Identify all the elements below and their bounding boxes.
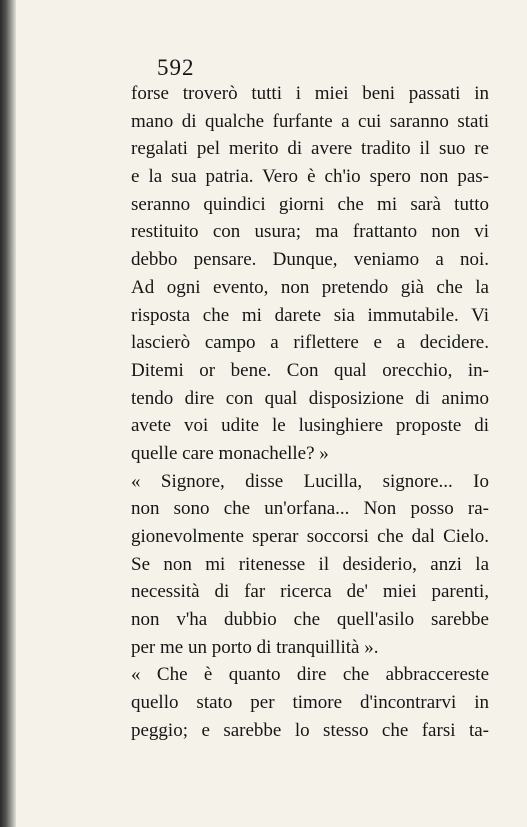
text-line-4: e la sua patria. Vero è ch'io spero non pas- [131, 166, 489, 188]
text-line-6: restituito con usura; ma frattanto non vi [131, 221, 489, 243]
text-line-8: Ad ogni evento, non pretendo già che la [131, 276, 489, 298]
text-line-3: regalati pel merito di avere tradito il suo re [131, 138, 489, 160]
text-line-10: lascierò campo a riflettere e a decidere. [131, 332, 489, 354]
text-line-12: tendo dire con qual disposizione di animo [131, 387, 489, 409]
text-line-23: quello stato per timore d'incontrarvi in [131, 692, 489, 714]
text-line-18: Se non mi ritenesse il desiderio, anzi la [131, 553, 489, 575]
binding-gutter [0, 0, 16, 827]
text-line-1: forse troverò tutti i miei beni passati in [131, 83, 489, 104]
text-line-13: avete voi udite le lusinghiere proposte di [131, 415, 489, 437]
text-line-2: mano di qualche furfante a cui saranno stati [131, 110, 489, 132]
text-line-20: non v'ha dubbio che quell'asilo sarebbe [131, 609, 489, 631]
text-line-15: « Signore, disse Lucilla, signore... Io [131, 470, 489, 492]
body-text [131, 80, 489, 745]
text-line-7: debbo pensare. Dunque, veniamo a noi. [131, 249, 489, 271]
text-line-21: per me un porto di tranquillità ». [131, 636, 379, 658]
text-line-9: risposta che mi darete sia immutabile. Vi [131, 304, 489, 326]
text-line-14: quelle care monachelle? » [131, 442, 329, 464]
page-number: 592 [157, 55, 195, 80]
text-line-17: gionevolmente sperar soccorsi che dal Cielo. [131, 526, 489, 547]
text-line-22: « Che è quanto dire che abbraccereste [131, 664, 489, 686]
text-line-16: non sono che un'orfana... Non posso ra- [131, 498, 489, 520]
text-line-24: peggio; e sarebbe lo stesso che farsi ta- [131, 719, 489, 741]
text-line-11: Ditemi or bene. Con qual orecchio, in- [131, 359, 489, 381]
text-line-5: seranno quindici giorni che mi sarà tutto [131, 193, 489, 215]
text-line-19: necessità di far ricerca de' miei parenti, [131, 581, 489, 603]
